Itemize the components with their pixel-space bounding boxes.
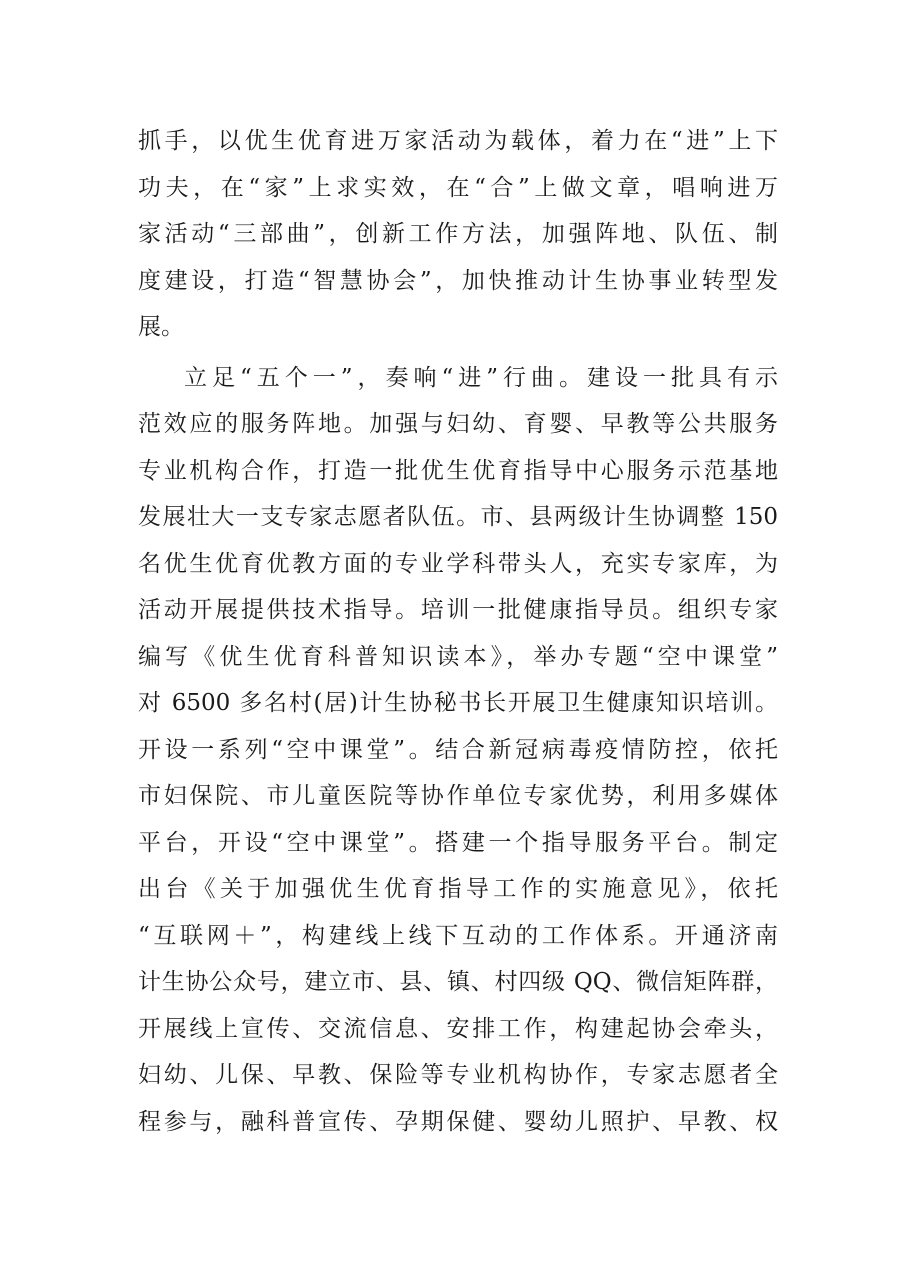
paragraph-line: 对 6500 多名村(居)计生协秘书长开展卫生健康知识培训。: [138, 690, 778, 716]
paragraph-2: [138, 355, 778, 1146]
paragraph-line: 抓手，以优生优育进万家活动为载体，着力在“进”上下: [138, 128, 778, 154]
paragraph-line: “互联网＋”，构建线上线下互动的工作体系。开通济南: [138, 922, 778, 949]
paragraph-line: 平台，开设“空中课堂”。搭建一个指导服务平台。制定: [138, 829, 778, 856]
paragraph-line: 活动开展提供技术指导。培训一批健康指导员。组织专家: [138, 597, 778, 623]
paragraph-1: [138, 118, 778, 351]
paragraph-line: 度建设，打造“智慧协会”，加快推动计生协事业转型发: [138, 267, 778, 294]
paragraph-line: 开设一系列“空中课堂”。结合新冠病毒疫情防控，依托: [138, 736, 778, 763]
paragraph-line: 程参与，融科普宣传、孕期保健、婴幼儿照护、早教、权: [138, 1108, 778, 1135]
document-body: [138, 118, 778, 1145]
paragraph-line: 市妇保院、市儿童医院等协作单位专家优势，利用多媒体: [138, 783, 778, 809]
paragraph-line: 计生协公众号，建立市、县、镇、村四级 QQ、微信矩阵群，: [138, 969, 778, 995]
paragraph-line: 家活动“三部曲”，创新工作方法，加强阵地、队伍、制: [138, 221, 778, 247]
paragraph-line: 展。: [138, 314, 184, 340]
paragraph-line: 名优生优育优教方面的专业学科带头人，充实专家库，为: [138, 550, 778, 577]
paragraph-line: 立足“五个一”，奏响“进”行曲。建设一批具有示: [184, 364, 778, 391]
paragraph-line: 发展壮大一支专家志愿者队伍。市、县两级计生协调整 150: [138, 504, 778, 530]
paragraph-line: 妇幼、儿保、早教、保险等专业机构协作，专家志愿者全: [138, 1062, 778, 1088]
paragraph-line: 范效应的服务阵地。加强与妇幼、育婴、早教等公共服务: [138, 411, 778, 437]
paragraph-line: 开展线上宣传、交流信息、安排工作，构建起协会牵头，: [138, 1015, 778, 1042]
paragraph-line: 出台《关于加强优生优育指导工作的实施意见》，依托: [138, 876, 778, 902]
paragraph-line: 编写《优生优育科普知识读本》，举办专题“空中课堂”: [138, 643, 778, 670]
paragraph-line: 专业机构合作，打造一批优生优育指导中心服务示范基地: [138, 457, 778, 484]
paragraph-line: 功夫，在“家”上求实效，在“合”上做文章，唱响进万: [138, 174, 778, 201]
